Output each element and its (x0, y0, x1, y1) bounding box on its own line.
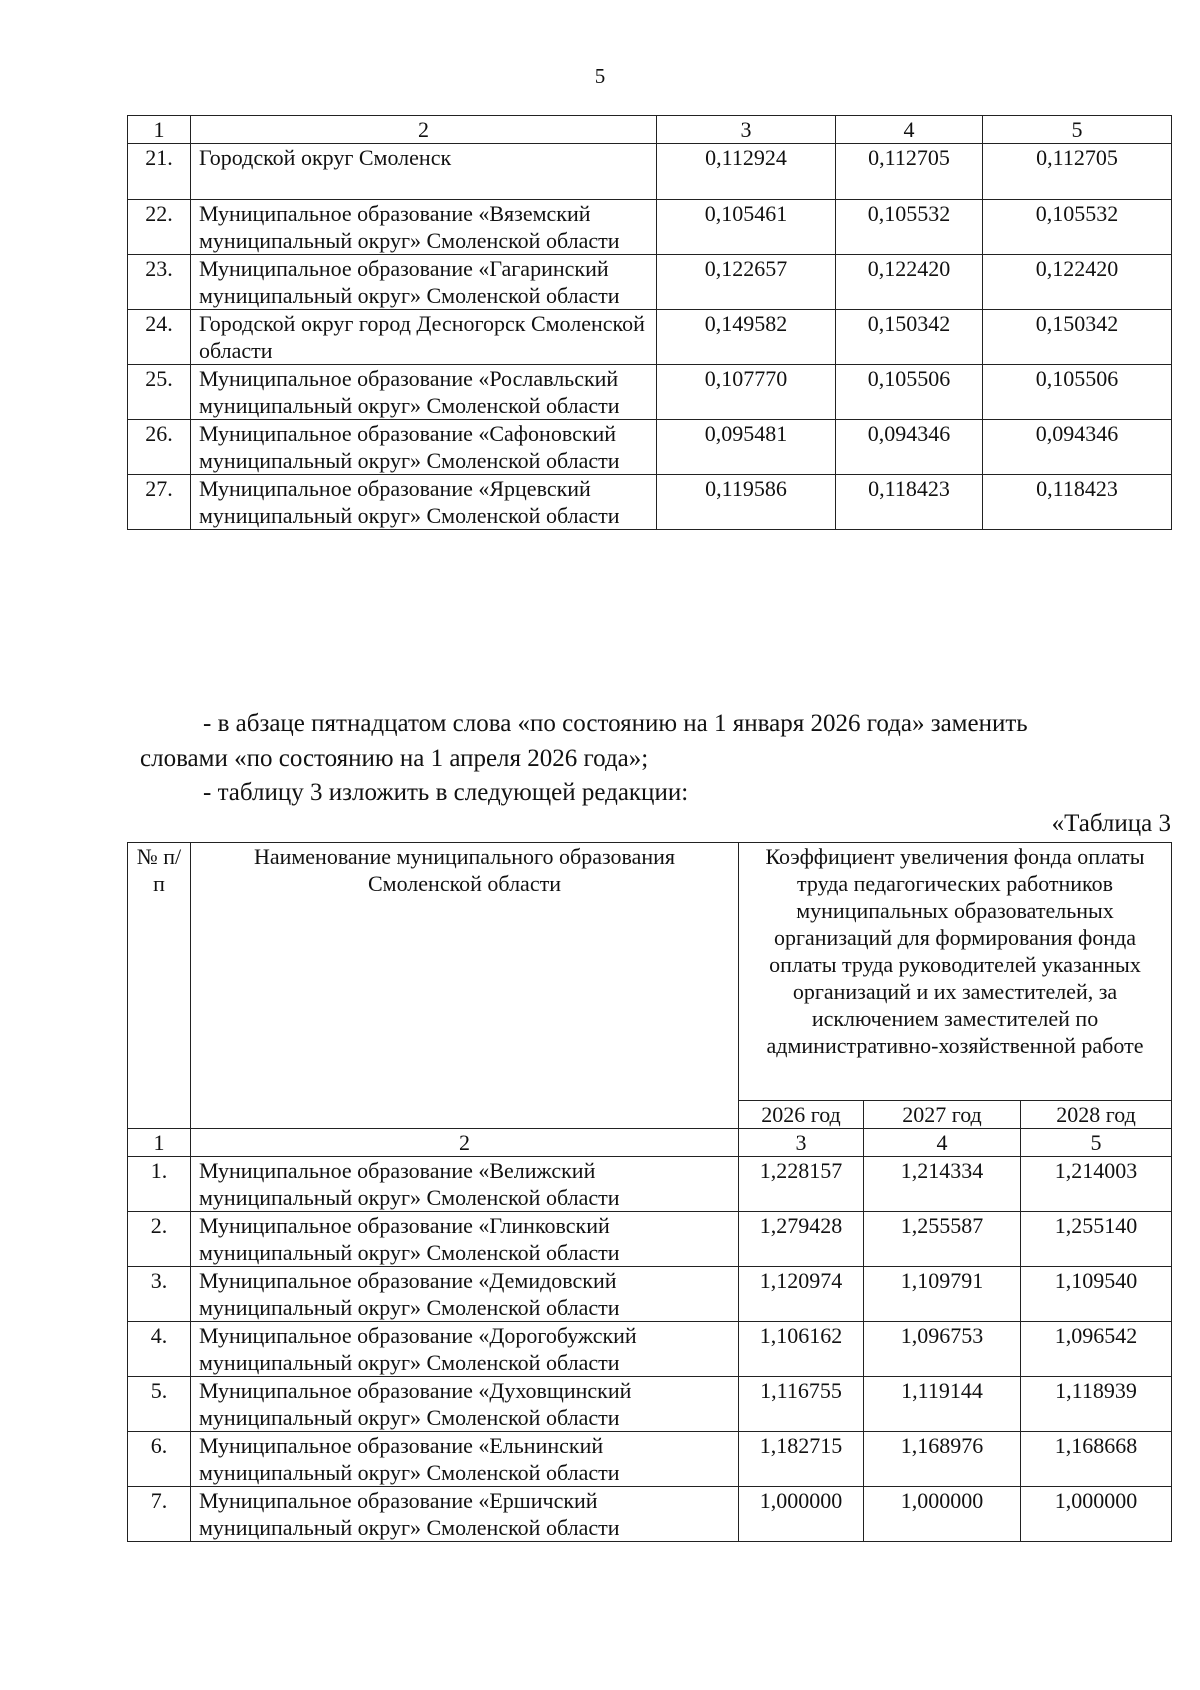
value-col5: 0,118423 (983, 475, 1172, 530)
row-number: 23. (128, 255, 191, 310)
table-row (128, 1322, 1172, 1377)
table1-header-cell: 4 (836, 116, 983, 144)
row-number: 2. (128, 1212, 191, 1267)
table-row (128, 420, 1172, 475)
municipality-name: Муниципальное образование «Дорогобужский муниципальный округ» Смоленской области (191, 1322, 739, 1377)
value-2027: 1,109791 (864, 1267, 1021, 1322)
value-2028: 1,214003 (1021, 1157, 1172, 1212)
table-row (128, 1432, 1172, 1487)
row-number: 27. (128, 475, 191, 530)
table-row (128, 1487, 1172, 1542)
value-col5: 0,094346 (983, 420, 1172, 475)
municipality-name: Муниципальное образование «Вяземский муниципальный округ» Смоленской области (191, 200, 657, 255)
table2-index-row (128, 1129, 1172, 1157)
table1-header-cell: 1 (128, 116, 191, 144)
table-row (128, 144, 1172, 200)
paragraph-line: словами «по состоянию на 1 апреля 2026 года»; (140, 745, 649, 772)
row-number: 1. (128, 1157, 191, 1212)
value-2026: 1,182715 (739, 1432, 864, 1487)
value-col4: 0,105506 (836, 365, 983, 420)
value-col5: 0,105532 (983, 200, 1172, 255)
table-row (128, 1267, 1172, 1322)
index-cell: 1 (128, 1129, 191, 1157)
value-col5: 0,150342 (983, 310, 1172, 365)
row-number: 4. (128, 1322, 191, 1377)
paragraph-line: - таблицу 3 изложить в следующей редакции: (203, 779, 689, 806)
municipality-name: Муниципальное образование «Гагаринский муниципальный округ» Смоленской области (191, 255, 657, 310)
index-cell: 5 (1021, 1129, 1172, 1157)
paragraph-line: - в абзаце пятнадцатом слова «по состоянию на 1 января 2026 года» заменить (203, 710, 1028, 737)
value-2026: 1,279428 (739, 1212, 864, 1267)
value-col4: 0,094346 (836, 420, 983, 475)
municipality-name: Муниципальное образование «Ельнинский муниципальный округ» Смоленской области (191, 1432, 739, 1487)
municipality-name: Муниципальное образование «Глинковский муниципальный округ» Смоленской области (191, 1212, 739, 1267)
municipality-name: Муниципальное образование «Ершичский муниципальный округ» Смоленской области (191, 1487, 739, 1542)
value-col3: 0,112924 (657, 144, 836, 200)
year-header: 2028 год (1021, 1101, 1172, 1129)
municipality-name: Муниципальное образование «Рославльский муниципальный округ» Смоленской области (191, 365, 657, 420)
municipality-name: Муниципальное образование «Ярцевский муниципальный округ» Смоленской области (191, 475, 657, 530)
row-number: 24. (128, 310, 191, 365)
value-2027: 1,119144 (864, 1377, 1021, 1432)
table-row (128, 475, 1172, 530)
row-number: 25. (128, 365, 191, 420)
table-row (128, 1212, 1172, 1267)
header-coefficient-col: Коэффициент увеличения фонда оплаты труда педагогических работников муниципальных образовательных организаций для формирования фонда оплаты труда руководителей указанных организаций и их заместителей, за исключением заместителей по административно-хозяйственной работе (739, 843, 1172, 1101)
table-3-coefficients (127, 842, 1172, 1542)
value-2028: 1,118939 (1021, 1377, 1172, 1432)
value-2028: 1,000000 (1021, 1487, 1172, 1542)
value-col5: 0,112705 (983, 144, 1172, 200)
municipality-name: Муниципальное образование «Духовщинский муниципальный округ» Смоленской области (191, 1377, 739, 1432)
value-col4: 0,118423 (836, 475, 983, 530)
index-cell: 2 (191, 1129, 739, 1157)
value-col4: 0,112705 (836, 144, 983, 200)
value-2027: 1,214334 (864, 1157, 1021, 1212)
row-number: 26. (128, 420, 191, 475)
value-col3: 0,107770 (657, 365, 836, 420)
year-header: 2027 год (864, 1101, 1021, 1129)
value-2026: 1,000000 (739, 1487, 864, 1542)
value-col4: 0,150342 (836, 310, 983, 365)
value-2028: 1,096542 (1021, 1322, 1172, 1377)
value-col4: 0,122420 (836, 255, 983, 310)
municipality-name: Муниципальное образование «Демидовский муниципальный округ» Смоленской области (191, 1267, 739, 1322)
row-number: 5. (128, 1377, 191, 1432)
index-cell: 4 (864, 1129, 1021, 1157)
value-2028: 1,255140 (1021, 1212, 1172, 1267)
value-2028: 1,168668 (1021, 1432, 1172, 1487)
value-col3: 0,122657 (657, 255, 836, 310)
table-row (128, 365, 1172, 420)
table-row (128, 1377, 1172, 1432)
value-col5: 0,122420 (983, 255, 1172, 310)
municipality-name: Муниципальное образование «Велижский муниципальный округ» Смоленской области (191, 1157, 739, 1212)
value-2028: 1,109540 (1021, 1267, 1172, 1322)
value-2026: 1,106162 (739, 1322, 864, 1377)
table1-header-cell: 5 (983, 116, 1172, 144)
municipality-name: Городской округ город Десногорск Смоленской области (191, 310, 657, 365)
table-caption: «Таблица 3 (1051, 810, 1171, 837)
value-2026: 1,228157 (739, 1157, 864, 1212)
municipality-name: Муниципальное образование «Сафоновский муниципальный округ» Смоленской области (191, 420, 657, 475)
value-col3: 0,105461 (657, 200, 836, 255)
row-number: 6. (128, 1432, 191, 1487)
value-2026: 1,120974 (739, 1267, 864, 1322)
table2-header-row (128, 843, 1172, 1101)
year-header: 2026 год (739, 1101, 864, 1129)
value-col3: 0,119586 (657, 475, 836, 530)
value-col3: 0,149582 (657, 310, 836, 365)
table-row (128, 200, 1172, 255)
table-row (128, 310, 1172, 365)
table-row (128, 255, 1172, 310)
table1-header-cell: 3 (657, 116, 836, 144)
value-2027: 1,096753 (864, 1322, 1021, 1377)
header-name-col: Наименование муниципального образования Смоленской области (191, 843, 739, 1129)
table1-header-cell: 2 (191, 116, 657, 144)
table-municipal-coefficients-part (127, 115, 1172, 530)
value-2026: 1,116755 (739, 1377, 864, 1432)
row-number: 22. (128, 200, 191, 255)
value-col3: 0,095481 (657, 420, 836, 475)
value-col5: 0,105506 (983, 365, 1172, 420)
value-2027: 1,168976 (864, 1432, 1021, 1487)
row-number: 3. (128, 1267, 191, 1322)
value-2027: 1,000000 (864, 1487, 1021, 1542)
table1-header-row (128, 116, 1172, 144)
municipality-name: Городской округ Смоленск (191, 144, 657, 200)
header-number-col: № п/п (128, 843, 191, 1129)
row-number: 21. (128, 144, 191, 200)
index-cell: 3 (739, 1129, 864, 1157)
row-number: 7. (128, 1487, 191, 1542)
value-col4: 0,105532 (836, 200, 983, 255)
table-row (128, 1157, 1172, 1212)
page-number: 5 (594, 64, 606, 88)
value-2027: 1,255587 (864, 1212, 1021, 1267)
